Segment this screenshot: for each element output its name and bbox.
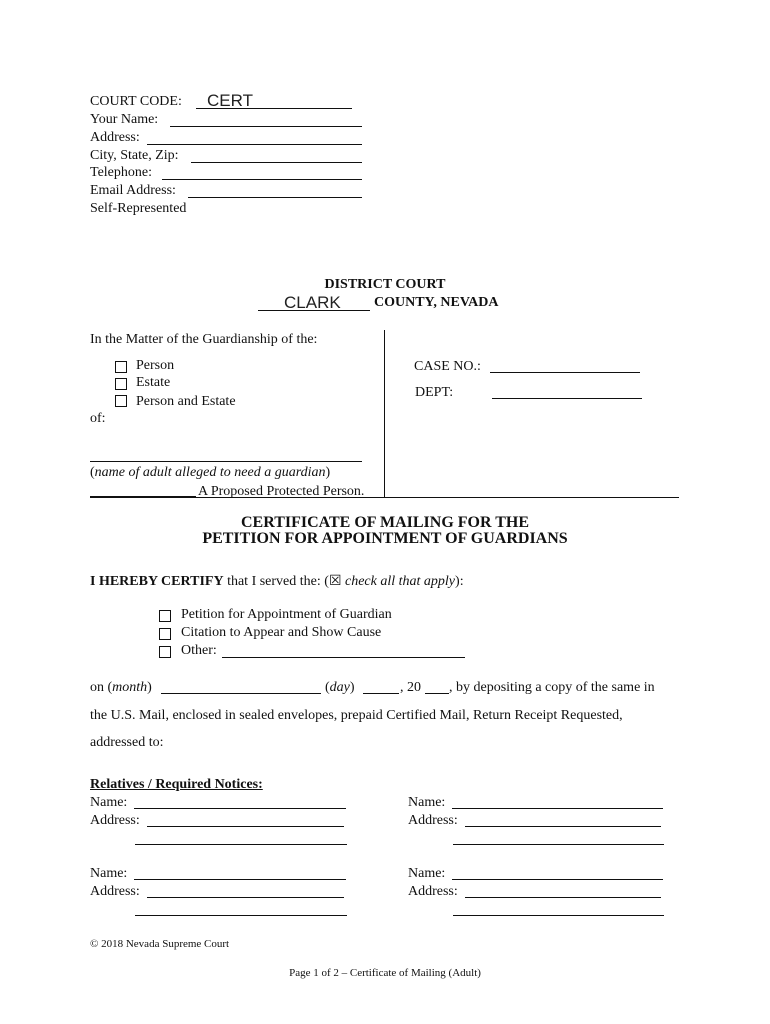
email-field[interactable]: [188, 197, 362, 198]
address-label: Address:: [90, 813, 140, 828]
address-field[interactable]: [147, 826, 344, 827]
your-name-field[interactable]: [170, 126, 362, 127]
case-no-field[interactable]: [490, 372, 640, 373]
address-field-line2[interactable]: [135, 915, 347, 916]
address-label: Address:: [408, 813, 458, 828]
person-and-estate-label: Person and Estate: [136, 394, 236, 409]
adult-name-field[interactable]: [90, 461, 362, 462]
document-title-line1: CERTIFICATE OF MAILING FOR THE: [240, 514, 530, 531]
name-field[interactable]: [134, 808, 346, 809]
copyright: © 2018 Nevada Supreme Court: [90, 938, 230, 950]
person-and-estate-checkbox[interactable]: [115, 395, 127, 407]
other-field[interactable]: [222, 657, 465, 658]
name-field[interactable]: [452, 879, 663, 880]
address-label: Address:: [408, 884, 458, 899]
estate-label: Estate: [136, 375, 171, 390]
address-label: Address:: [90, 130, 140, 145]
of-label: of:: [90, 411, 106, 426]
address-field-line2[interactable]: [135, 844, 347, 845]
citation-checkbox[interactable]: [159, 628, 171, 640]
adult-name-hint: (name of adult alleged to need a guardian): [90, 465, 331, 480]
court-code-value: CERT: [207, 91, 253, 110]
email-label: Email Address:: [90, 183, 176, 198]
city-state-zip-label: City, State, Zip:: [90, 148, 179, 163]
checked-box-icon: ☒: [328, 574, 342, 589]
caption-bottom-rule: [90, 497, 679, 498]
page-footer: Page 1 of 2 – Certificate of Mailing (Adult): [289, 967, 481, 979]
certify-statement: I HEREBY CERTIFY that I served the: (☒ check all that apply):: [90, 574, 464, 589]
depositing-text: , by depositing a copy of the same in: [449, 680, 655, 695]
protected-person-label: A Proposed Protected Person.: [198, 484, 365, 499]
your-name-label: Your Name:: [90, 112, 159, 127]
address-field-line2[interactable]: [453, 915, 664, 916]
dept-field[interactable]: [492, 398, 642, 399]
on-month-label: on (month): [90, 680, 152, 695]
day-label: (day): [325, 680, 355, 695]
name-label: Name:: [90, 866, 128, 881]
county-value: CLARK: [284, 293, 341, 312]
person-checkbox[interactable]: [115, 361, 127, 373]
address-field[interactable]: [465, 897, 661, 898]
county-suffix: COUNTY, NEVADA: [374, 295, 499, 310]
petition-label: Petition for Appointment of Guardian: [181, 607, 392, 622]
mailing-line3: addressed to:: [90, 735, 164, 750]
mailing-line2: the U.S. Mail, enclosed in sealed envelopes, prepaid Certified Mail, Return Receipt Requested,: [90, 708, 623, 723]
name-field[interactable]: [452, 808, 663, 809]
citation-label: Citation to Appear and Show Cause: [181, 625, 382, 640]
protected-person-line: [90, 496, 196, 497]
document-title-line2: PETITION FOR APPOINTMENT OF GUARDIANS: [202, 530, 568, 547]
telephone-field[interactable]: [162, 179, 362, 180]
name-label: Name:: [90, 795, 128, 810]
day-field[interactable]: [363, 693, 399, 694]
month-field[interactable]: [161, 693, 321, 694]
year-field[interactable]: [425, 693, 449, 694]
city-state-zip-field[interactable]: [191, 162, 362, 163]
person-label: Person: [136, 358, 175, 373]
name-label: Name:: [408, 866, 446, 881]
relatives-heading: Relatives / Required Notices:: [90, 777, 263, 792]
petition-checkbox[interactable]: [159, 610, 171, 622]
estate-checkbox[interactable]: [115, 378, 127, 390]
telephone-label: Telephone:: [90, 165, 152, 180]
name-field[interactable]: [134, 879, 346, 880]
caption-divider: [384, 330, 385, 498]
dept-label: DEPT:: [415, 385, 454, 400]
address-label: Address:: [90, 884, 140, 899]
court-name: DISTRICT COURT: [324, 277, 446, 292]
matter-label: In the Matter of the Guardianship of the:: [90, 332, 318, 347]
address-field[interactable]: [147, 144, 362, 145]
year-prefix: , 20: [400, 680, 421, 695]
address-field[interactable]: [465, 826, 661, 827]
address-field-line2[interactable]: [453, 844, 664, 845]
address-field[interactable]: [147, 897, 344, 898]
other-checkbox[interactable]: [159, 646, 171, 658]
name-label: Name:: [408, 795, 446, 810]
case-no-label: CASE NO.:: [414, 359, 481, 374]
other-label: Other:: [181, 643, 217, 658]
court-code-label: COURT CODE:: [90, 94, 182, 109]
self-represented: Self-Represented: [90, 201, 187, 216]
